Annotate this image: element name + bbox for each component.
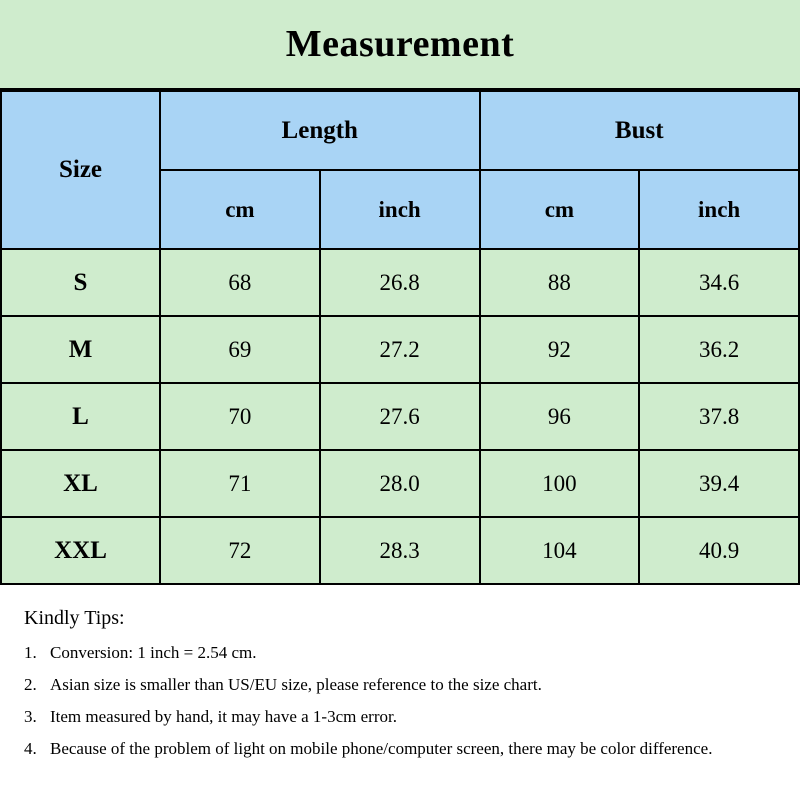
table-row — [1, 517, 799, 584]
tip-item — [24, 642, 776, 665]
row-bust-inch: 37.8 — [639, 383, 799, 450]
row-length-inch: 28.0 — [320, 450, 480, 517]
row-bust-inch: 39.4 — [639, 450, 799, 517]
row-length-cm: 68 — [160, 249, 320, 316]
tip-item — [24, 738, 776, 761]
row-length-cm: 70 — [160, 383, 320, 450]
row-length-inch: 27.6 — [320, 383, 480, 450]
row-size: M — [1, 316, 160, 383]
tip-item — [24, 674, 776, 697]
row-bust-cm: 100 — [480, 450, 640, 517]
tip-text: Conversion: 1 inch = 2.54 cm. — [50, 643, 257, 662]
table-row — [1, 450, 799, 517]
header-length-inch: inch — [320, 170, 480, 249]
tip-number: 1. — [24, 643, 37, 662]
header-length-cm: cm — [160, 170, 320, 249]
table-row — [1, 316, 799, 383]
tip-number: 2. — [24, 674, 37, 694]
row-bust-cm: 88 — [480, 249, 640, 316]
tip-number: 3. — [24, 706, 37, 726]
tip-text: Item measured by hand, it may have a 1-3cm error. — [50, 706, 397, 726]
table-row — [1, 249, 799, 316]
header-bust-cm: cm — [480, 170, 640, 249]
row-length-inch: 27.2 — [320, 316, 480, 383]
row-bust-cm: 104 — [480, 517, 640, 584]
row-bust-cm: 96 — [480, 383, 640, 450]
title-band — [0, 0, 800, 90]
row-bust-inch: 34.6 — [639, 249, 799, 316]
table-header-row-group — [1, 91, 799, 170]
row-size: XL — [1, 450, 160, 517]
row-length-cm: 72 — [160, 517, 320, 584]
header-bust-inch: inch — [639, 170, 799, 249]
row-length-cm: 69 — [160, 316, 320, 383]
tip-number: 4. — [24, 738, 37, 758]
row-length-inch: 26.8 — [320, 249, 480, 316]
tip-item — [24, 706, 776, 729]
tips-heading: Kindly Tips: — [24, 607, 125, 629]
kindly-tips-section — [0, 585, 800, 761]
header-size: Size — [1, 91, 160, 249]
page-title: Measurement — [285, 23, 515, 65]
tip-text: Asian size is smaller than US/EU size, please reference to the size chart. — [50, 674, 542, 694]
row-size: XXL — [1, 517, 160, 584]
row-bust-inch: 36.2 — [639, 316, 799, 383]
size-chart-table — [0, 90, 800, 585]
row-length-inch: 28.3 — [320, 517, 480, 584]
row-size: S — [1, 249, 160, 316]
row-size: L — [1, 383, 160, 450]
row-bust-inch: 40.9 — [639, 517, 799, 584]
row-length-cm: 71 — [160, 450, 320, 517]
table-row — [1, 383, 799, 450]
header-length: Length — [160, 91, 480, 170]
header-bust: Bust — [480, 91, 800, 170]
row-bust-cm: 92 — [480, 316, 640, 383]
tip-text: Because of the problem of light on mobile phone/computer screen, there may be color difference. — [50, 738, 713, 758]
